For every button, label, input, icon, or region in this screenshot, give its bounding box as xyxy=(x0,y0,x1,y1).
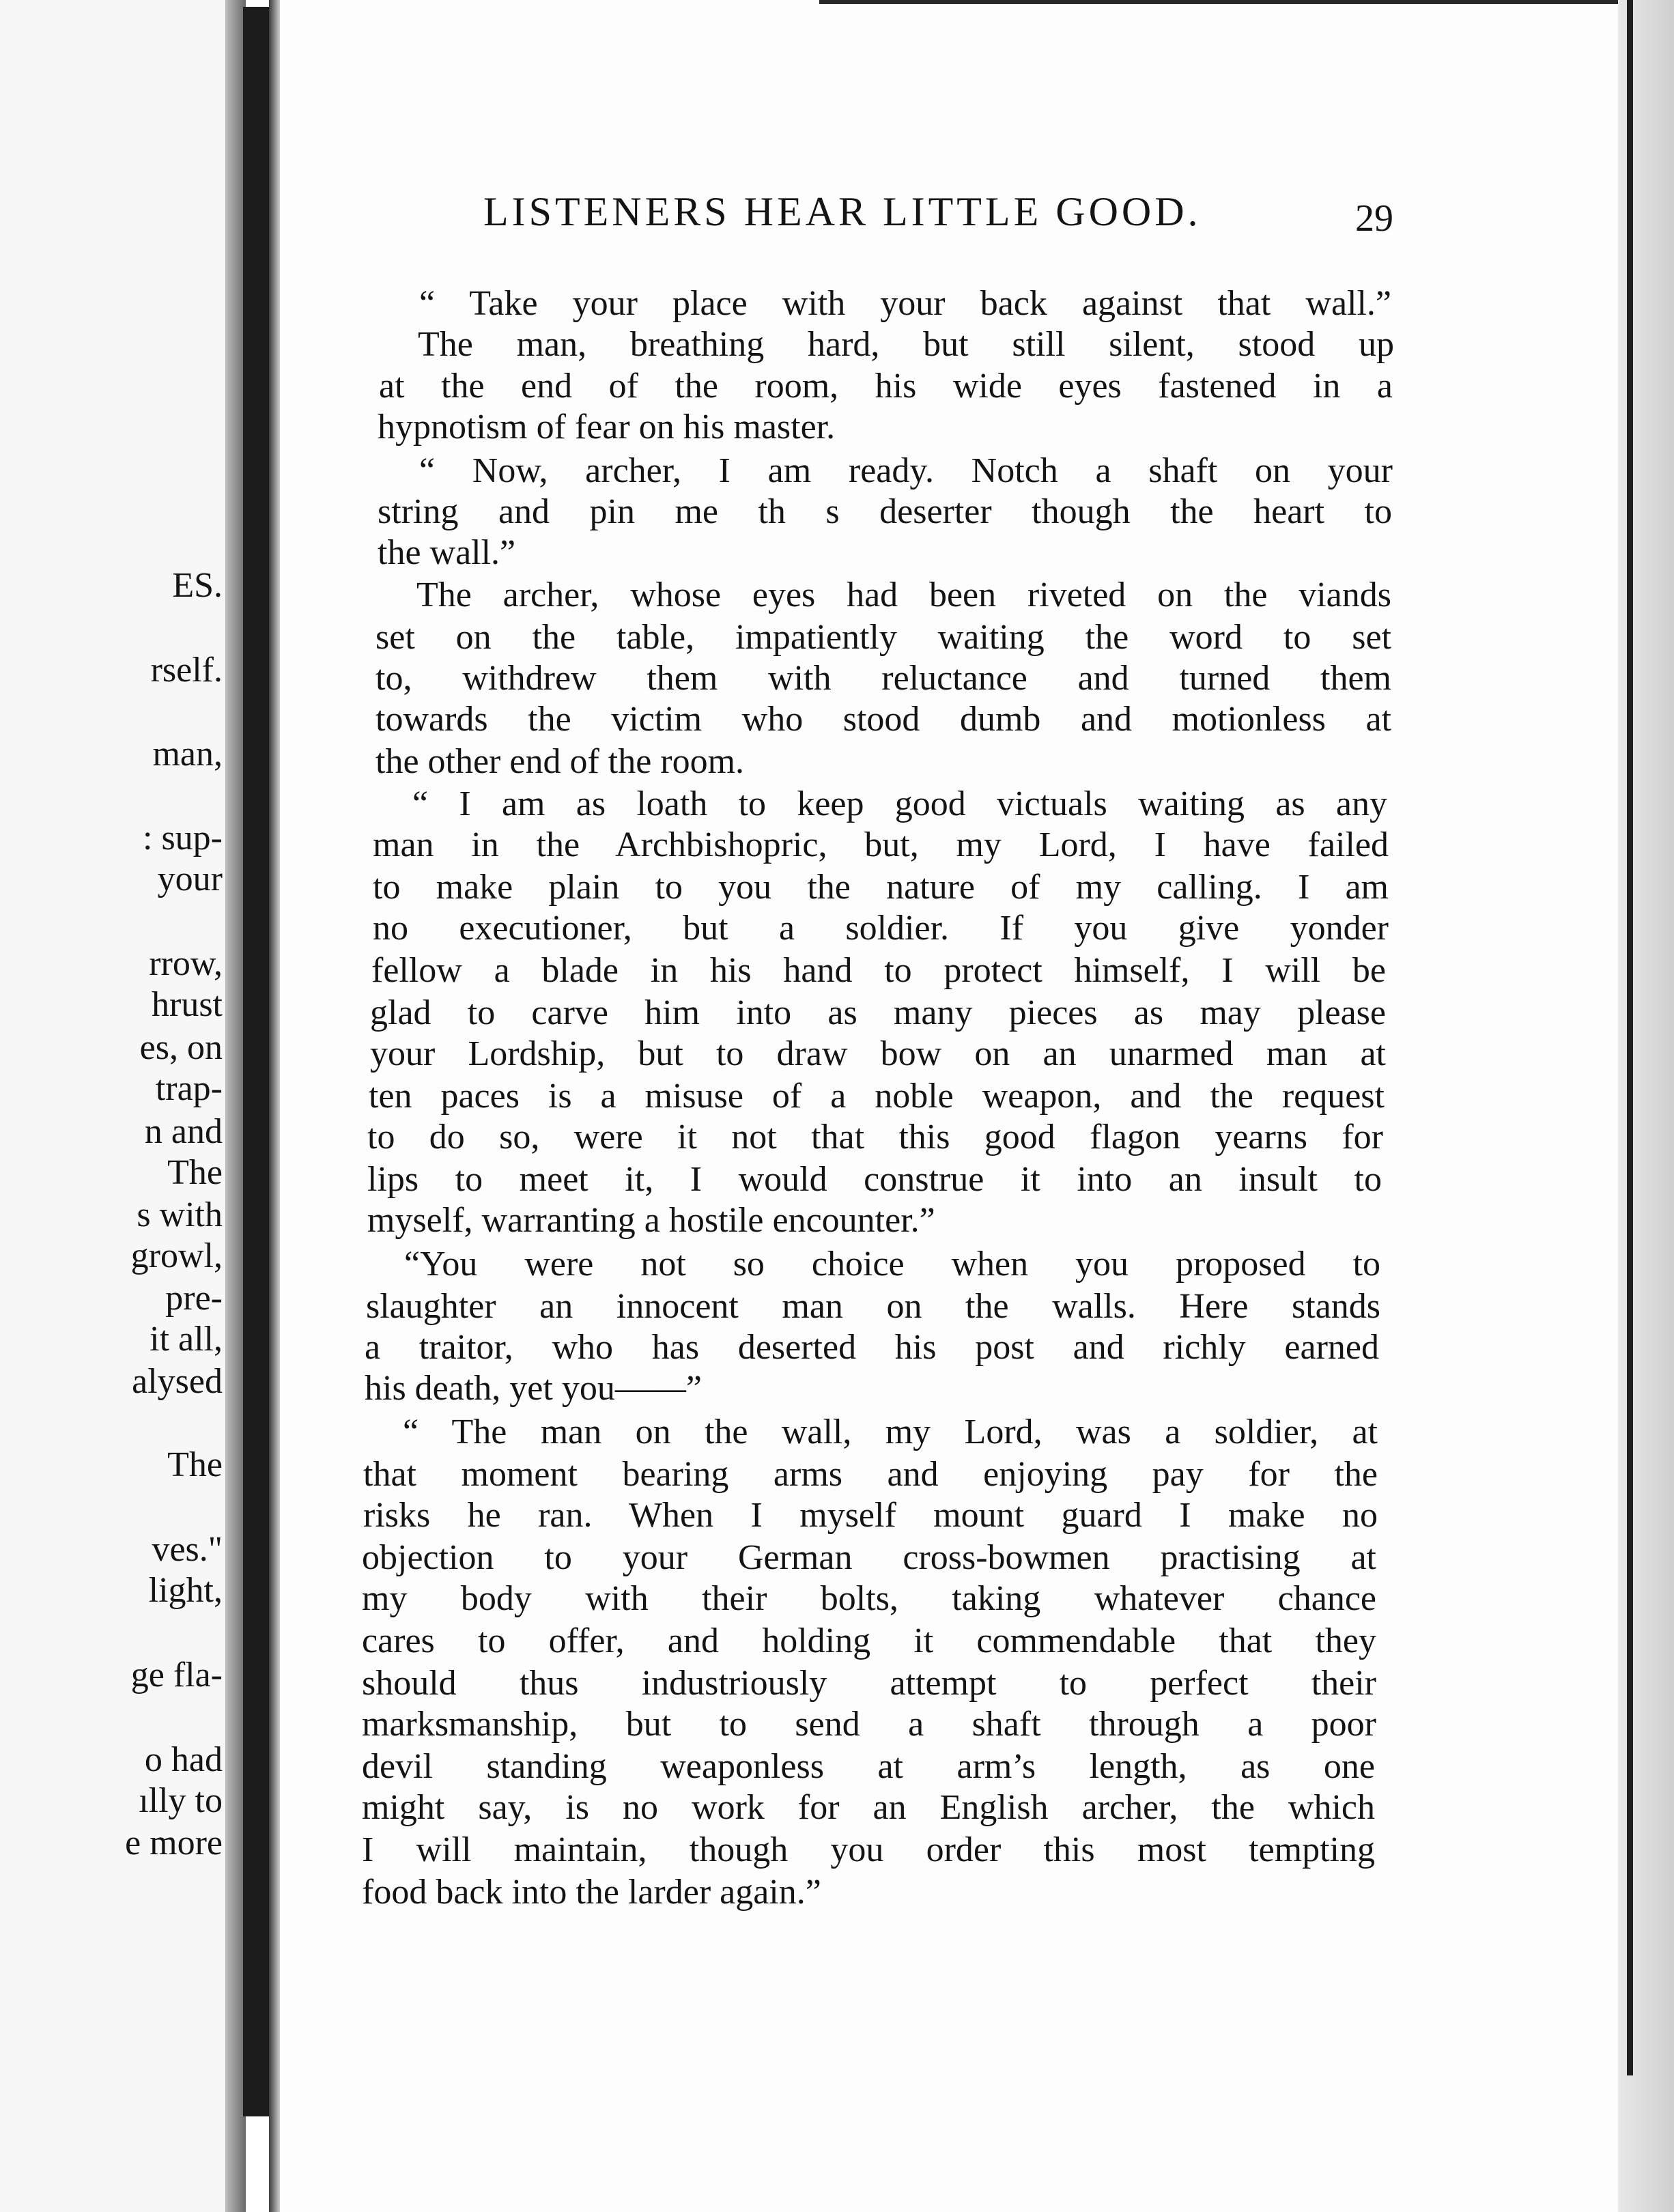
left-page-line: pre- xyxy=(165,1279,223,1318)
left-page-line: ge fla- xyxy=(130,1656,223,1695)
text-line: objection to your German cross-bowmen practising at xyxy=(362,1538,1376,1577)
text-line: myself, warranting a hostile encounter.” xyxy=(367,1201,935,1240)
text-line: his death, yet you——” xyxy=(365,1369,702,1408)
text-line: to do so, were it not that this good flagon yearns for xyxy=(367,1118,1383,1157)
text-line: “ I am as loath to keep good victuals waiting as any xyxy=(412,784,1387,823)
left-page-line: ES. xyxy=(172,566,223,605)
left-page-line: light, xyxy=(148,1571,223,1610)
text-line: that moment bearing arms and enjoying pay for the xyxy=(363,1455,1378,1494)
text-line: man in the Archbishopric, but, my Lord, I have failed xyxy=(373,825,1389,864)
left-page-line: The xyxy=(167,1153,223,1192)
text-line: towards the victim who stood dumb and motionless at xyxy=(375,700,1391,739)
left-page-line: hrust xyxy=(152,985,223,1024)
text-line: might say, is no work for an English archer, the which xyxy=(362,1788,1375,1827)
text-line: glad to carve him into as many pieces as may please xyxy=(370,993,1386,1032)
text-line: at the end of the room, his wide eyes fastened in a xyxy=(379,367,1393,406)
text-line: a traitor, who has deserted his post and richly earned xyxy=(365,1328,1379,1367)
text-line: devil standing weaponless at arm’s length, as one xyxy=(362,1747,1375,1786)
left-page-line: man, xyxy=(152,735,223,774)
left-page-line: trap- xyxy=(155,1069,223,1108)
page-number: 29 xyxy=(1355,197,1393,240)
text-line: “ The man on the wall, my Lord, was a soldier, at xyxy=(403,1413,1378,1451)
text-line: cares to offer, and holding it commendable that they xyxy=(362,1621,1376,1660)
left-page-line: ılly to xyxy=(139,1781,223,1820)
running-head: LISTENERS HEAR LITTLE GOOD. xyxy=(483,189,1202,234)
text-line: “You were not so choice when you proposed to xyxy=(404,1245,1380,1284)
left-page-line: e more xyxy=(125,1824,223,1862)
text-line: set on the table, impatiently waiting the word to set xyxy=(375,618,1391,657)
text-line: your Lordship, but to draw bow on an unarmed man at xyxy=(370,1034,1386,1073)
text-line: to make plain to you the nature of my calling. I am xyxy=(373,868,1389,907)
left-page-line: The xyxy=(167,1445,223,1484)
left-page-line: your xyxy=(157,860,223,898)
text-line: The archer, whose eyes had been riveted on the viands xyxy=(416,576,1391,614)
left-page-line: growl, xyxy=(130,1236,223,1275)
left-page-line: es, on xyxy=(139,1028,223,1067)
text-line: the other end of the room. xyxy=(375,742,745,781)
left-page-line: s with xyxy=(137,1195,223,1234)
text-line: hypnotism of fear on his master. xyxy=(378,408,836,446)
text-line: marksmanship, but to send a shaft through a poor xyxy=(362,1705,1376,1744)
text-line: string and pin me th s deserter though the heart to xyxy=(378,492,1392,531)
left-page-line: rself. xyxy=(150,651,223,690)
text-line: my body with their bolts, taking whatever chance xyxy=(362,1579,1376,1618)
text-line: “ Now, archer, I am ready. Notch a shaft on your xyxy=(419,451,1393,490)
text-line: to, withdrew them with reluctance and turned them xyxy=(375,659,1391,698)
text-line: “ Take your place with your back against that wall.” xyxy=(419,284,1391,323)
text-line: risks he ran. When I myself mount guard I make no xyxy=(363,1496,1378,1535)
left-page-line: it all, xyxy=(150,1320,223,1359)
text-line: I will maintain, though you order this most tempting xyxy=(362,1830,1375,1869)
left-page-line: o had xyxy=(144,1740,223,1779)
left-page-line: n and xyxy=(144,1112,223,1151)
text-line: lips to meet it, I would construe it into an insult to xyxy=(367,1160,1382,1199)
text-line: ten paces is a misuse of a noble weapon, and the request xyxy=(369,1077,1385,1116)
text-line: should thus industriously attempt to perfect their xyxy=(362,1664,1376,1703)
text-line: the wall.” xyxy=(378,533,516,572)
text-line: slaughter an innocent man on the walls. Here stands xyxy=(366,1287,1380,1326)
text-line: The man, breathing hard, but still silent, stood up xyxy=(418,325,1394,364)
left-page-line: ves." xyxy=(152,1530,223,1569)
left-page-line: alysed xyxy=(132,1362,223,1401)
left-page-line: rrow, xyxy=(149,944,223,983)
text-line: no executioner, but a soldier. If you give yonder xyxy=(373,909,1389,948)
left-page-line: : sup- xyxy=(143,819,223,857)
text-line: fellow a blade in his hand to protect himself, I will be xyxy=(371,951,1386,990)
text-line: food back into the larder again.” xyxy=(362,1873,821,1912)
